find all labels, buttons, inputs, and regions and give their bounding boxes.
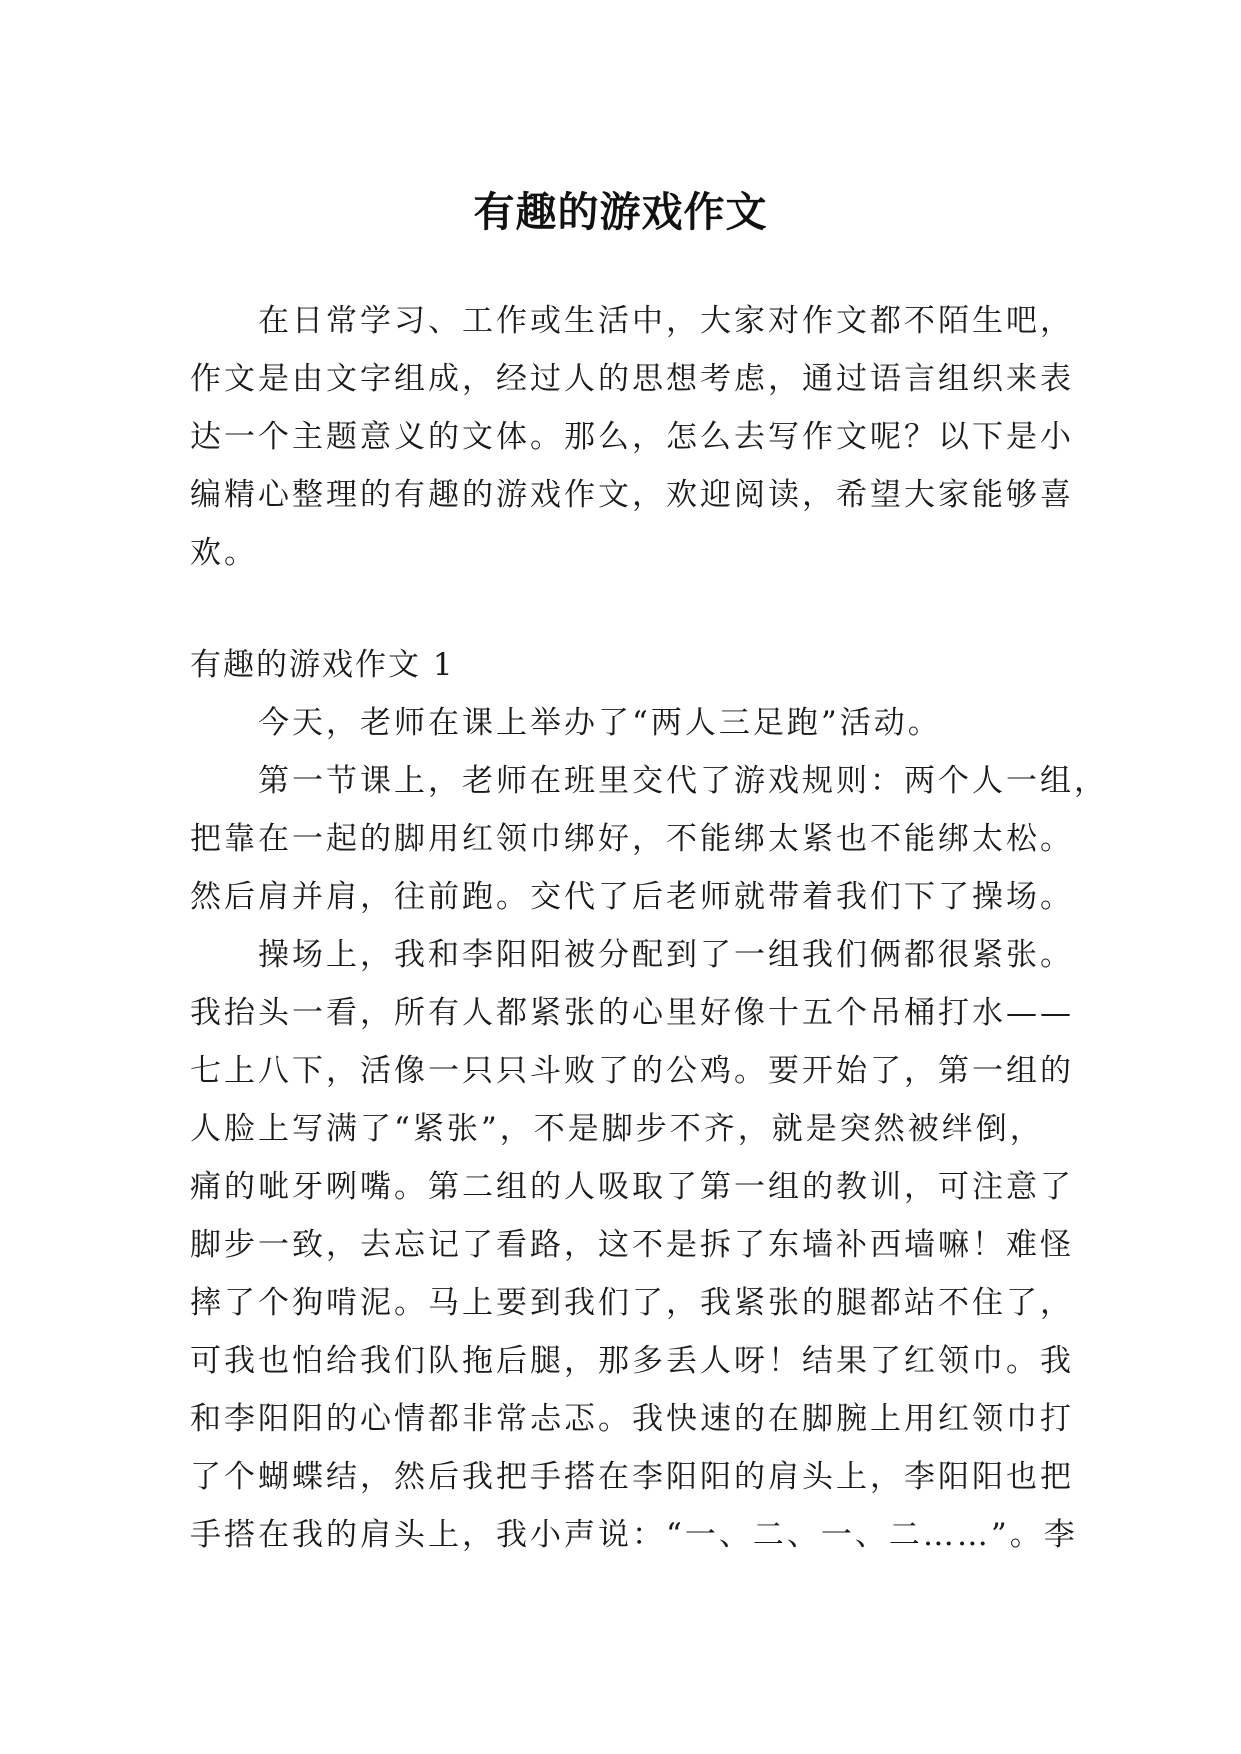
body-line: 今天，老师在课上举办了“两人三足跑”活动。 bbox=[258, 705, 942, 741]
body-line: 人脸上写满了“紧张”，不是脚步不齐，就是突然被绊倒， bbox=[190, 1111, 1044, 1147]
document-title: 有趣的游戏作文 bbox=[473, 188, 768, 237]
intro-line: 在日常学习、工作或生活中，大家对作文都不陌生吧， bbox=[258, 303, 1074, 339]
intro-line: 达一个主题意义的文体。那么，怎么去写作文呢？以下是小 bbox=[190, 419, 1074, 455]
section-heading-text: 有趣的游戏作文 1 bbox=[190, 647, 455, 683]
body-line: 七上八下，活像一只只斗败了的公鸡。要开始了，第一组的 bbox=[190, 1053, 1074, 1089]
body-line: 痛的呲牙咧嘴。第二组的人吸取了第一组的教训，可注意了 bbox=[190, 1169, 1074, 1205]
body-line: 了个蝴蝶结，然后我把手搭在李阳阳的肩头上，李阳阳也把 bbox=[190, 1459, 1074, 1495]
intro-line: 欢。 bbox=[190, 535, 258, 571]
body-line: 摔了个狗啃泥。马上要到我们了，我紧张的腿都站不住了， bbox=[190, 1285, 1074, 1321]
intro-paragraph bbox=[190, 292, 1074, 582]
body-line: 把靠在一起的脚用红领巾绑好，不能绑太紧也不能绑太松。 bbox=[190, 821, 1074, 857]
body-line: 手搭在我的肩头上，我小声说：“一、二、一、二……”。李 bbox=[190, 1517, 1078, 1553]
section-heading bbox=[190, 636, 1070, 694]
body-line: 第一节课上，老师在班里交代了游戏规则：两个人一组， bbox=[258, 763, 1108, 799]
body-line: 操场上，我和李阳阳被分配到了一组我们俩都很紧张。 bbox=[258, 937, 1074, 973]
body-line: 我抬头一看，所有人都紧张的心里好像十五个吊桶打水—— bbox=[190, 995, 1074, 1031]
body-line: 可我也怕给我们队拖后腿，那多丢人呀！结果了红领巾。我 bbox=[190, 1343, 1074, 1379]
body-line: 和李阳阳的心情都非常忐忑。我快速的在脚腕上用红领巾打 bbox=[190, 1401, 1074, 1437]
body-line: 脚步一致，去忘记了看路，这不是拆了东墙补西墙嘛！难怪 bbox=[190, 1227, 1074, 1263]
intro-line: 编精心整理的有趣的游戏作文，欢迎阅读，希望大家能够喜 bbox=[190, 477, 1074, 513]
body-line: 然后肩并肩，往前跑。交代了后老师就带着我们下了操场。 bbox=[190, 879, 1074, 915]
intro-line: 作文是由文字组成，经过人的思想考虑，通过语言组织来表 bbox=[190, 361, 1074, 397]
essay-body bbox=[190, 694, 1108, 1564]
